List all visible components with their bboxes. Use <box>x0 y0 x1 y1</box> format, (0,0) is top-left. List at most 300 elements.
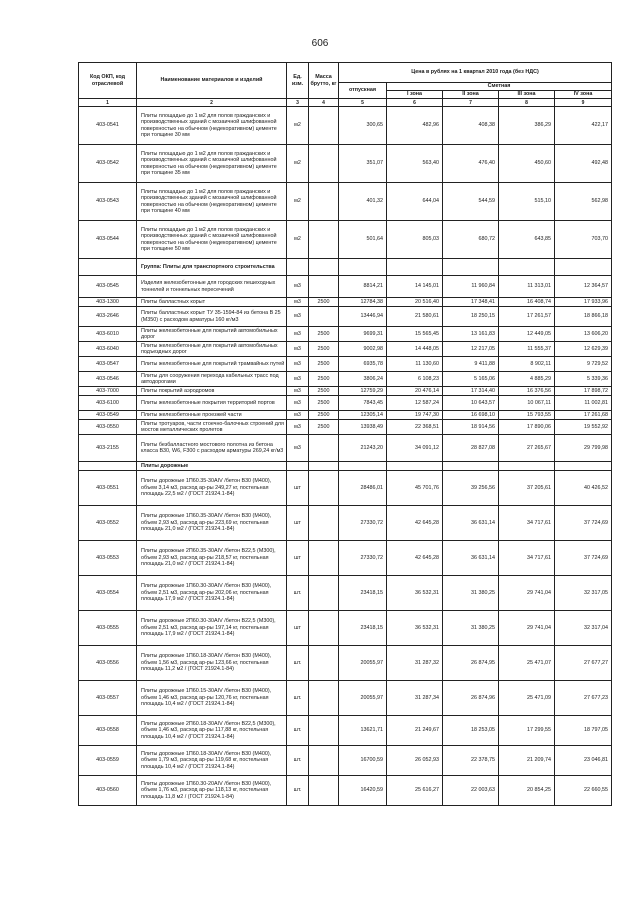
cell-price-zone-4: 27 677,27 <box>555 646 612 681</box>
cell-price-otpusk: 13621,71 <box>339 716 387 746</box>
cell-price-zone-1: 20 476,14 <box>387 387 443 396</box>
table-header <box>79 63 612 107</box>
cell-price-zone-2: 408,38 <box>443 107 499 145</box>
cell-name: Плиты дорожные 1П60.18-30АIV /бетон В30 (М400), объем 1,79 м3, расход ар-ры 119,68 кг, постельная площадь 10,4 м2 / (ГОСТ 21924.1-84) <box>137 746 287 776</box>
table-row <box>79 746 612 776</box>
header-unit: Ед. изм. <box>287 63 309 99</box>
cell-mass: 2500 <box>309 372 339 387</box>
cell-price-zone-1: 45 701,76 <box>387 471 443 506</box>
cell-name: Плиты дорожные 1П60.35-30АIV /бетон В30 (М400), объем 3,14 м3, расход ар-ры 249,27 кг, постельная площадь 22,5 м2 / (ГОСТ 21924.1-84) <box>137 471 287 506</box>
cell-name: Плиты тротуаров, части стоечно-балочных строений для мостов металлических пролетов <box>137 420 287 435</box>
cell-unit: шт <box>287 541 309 576</box>
cell-price-zone-4: 11 002,81 <box>555 396 612 411</box>
cell-mass <box>309 145 339 183</box>
cell-price-otpusk: 27330,72 <box>339 541 387 576</box>
cell-price-otpusk: 12305,14 <box>339 411 387 420</box>
cell-code: 403-0560 <box>79 776 137 806</box>
table-row <box>79 576 612 611</box>
cell-price-zone-3: 643,85 <box>499 221 555 259</box>
cell-price-otpusk: 300,65 <box>339 107 387 145</box>
cell-name: Плиты площадью до 1 м2 для полов гражданских и производственных зданий с мозаичной шлифованной поверхностью на обычном (недекоративном) цементе при толщине 50 мм <box>137 221 287 259</box>
cell-price-zone-4: 422,17 <box>555 107 612 145</box>
cell-mass <box>309 541 339 576</box>
cell-price-zone-3: 15 793,55 <box>499 411 555 420</box>
cell-price-zone-2 <box>443 462 499 471</box>
cell-price-zone-1 <box>387 462 443 471</box>
cell-price-otpusk: 20055,97 <box>339 646 387 681</box>
cell-price-otpusk: 28486,01 <box>339 471 387 506</box>
cell-price-zone-2: 36 631,14 <box>443 541 499 576</box>
cell-price-otpusk <box>339 259 387 276</box>
cell-price-zone-4: 13 606,20 <box>555 327 612 342</box>
cell-price-otpusk: 401,32 <box>339 183 387 221</box>
table-row <box>79 107 612 145</box>
cell-unit: шт. <box>287 776 309 806</box>
cell-price-zone-4: 5 339,36 <box>555 372 612 387</box>
cell-price-zone-4: 19 552,92 <box>555 420 612 435</box>
column-numbers-row <box>79 99 612 107</box>
cell-mass: 2500 <box>309 387 339 396</box>
cell-price-zone-2: 31 380,25 <box>443 611 499 646</box>
cell-price-zone-4 <box>555 462 612 471</box>
cell-unit <box>287 462 309 471</box>
cell-price-otpusk: 6935,78 <box>339 357 387 372</box>
table-row <box>79 387 612 396</box>
table-body <box>79 107 612 806</box>
cell-code <box>79 259 137 276</box>
cell-mass <box>309 576 339 611</box>
cell-price-zone-3: 386,29 <box>499 107 555 145</box>
table-row <box>79 276 612 298</box>
cell-price-zone-4: 23 046,81 <box>555 746 612 776</box>
header-zone-3: III зона <box>499 91 555 99</box>
cell-price-zone-2: 18 914,56 <box>443 420 499 435</box>
cell-name: Плиты площадью до 1 м2 для полов гражданских и производственных зданий с мозаичной шлифованной поверхностью на обычном (недекоративном) цементе при толщине 35 мм <box>137 145 287 183</box>
cell-price-zone-1: 22 368,51 <box>387 420 443 435</box>
cell-code: 403-0555 <box>79 611 137 646</box>
cell-price-zone-3: 29 741,04 <box>499 576 555 611</box>
table-row <box>79 221 612 259</box>
cell-price-zone-4: 703,70 <box>555 221 612 259</box>
cell-code <box>79 462 137 471</box>
table-row <box>79 435 612 462</box>
cell-price-zone-1: 36 532,31 <box>387 576 443 611</box>
cell-price-zone-2: 18 253,05 <box>443 716 499 746</box>
cell-price-zone-1: 15 565,45 <box>387 327 443 342</box>
cell-mass <box>309 716 339 746</box>
cell-price-otpusk: 13938,49 <box>339 420 387 435</box>
cell-price-zone-3: 34 717,61 <box>499 541 555 576</box>
cell-price-zone-2: 22 378,75 <box>443 746 499 776</box>
cell-name: Плиты железобетонные для покрытий трамвайных путей <box>137 357 287 372</box>
cell-price-zone-3: 21 209,74 <box>499 746 555 776</box>
cell-name: Плиты покрытий аэродромов <box>137 387 287 396</box>
header-name: Наименование материалов и изделий <box>137 63 287 99</box>
cell-price-zone-3: 29 741,04 <box>499 611 555 646</box>
cell-mass <box>309 259 339 276</box>
cell-mass: 2500 <box>309 357 339 372</box>
table-row <box>79 372 612 387</box>
cell-price-zone-1: 19 747,30 <box>387 411 443 420</box>
col-number: 8 <box>499 99 555 107</box>
cell-price-zone-1: 14 145,01 <box>387 276 443 298</box>
cell-code: 403-0542 <box>79 145 137 183</box>
cell-price-zone-4: 40 426,52 <box>555 471 612 506</box>
cell-price-zone-3: 11 313,01 <box>499 276 555 298</box>
cell-mass: 2500 <box>309 327 339 342</box>
cell-mass: 2500 <box>309 420 339 435</box>
cell-price-zone-3: 16 376,56 <box>499 387 555 396</box>
cell-price-zone-1: 644,04 <box>387 183 443 221</box>
table-row <box>79 681 612 716</box>
col-number: 1 <box>79 99 137 107</box>
cell-code: 403-0557 <box>79 681 137 716</box>
table-row <box>79 776 612 806</box>
cell-mass <box>309 681 339 716</box>
group-row <box>79 462 612 471</box>
cell-code: 403-0559 <box>79 746 137 776</box>
cell-price-zone-1: 482,96 <box>387 107 443 145</box>
cell-price-zone-3: 34 717,61 <box>499 506 555 541</box>
cell-code: 403-1300 <box>79 298 137 307</box>
cell-code: 403-0543 <box>79 183 137 221</box>
cell-price-zone-3: 27 265,67 <box>499 435 555 462</box>
cell-unit: шт. <box>287 681 309 716</box>
cell-unit: м3 <box>287 298 309 307</box>
cell-price-zone-4: 27 677,23 <box>555 681 612 716</box>
cell-price-zone-1: 563,40 <box>387 145 443 183</box>
cell-price-zone-2: 28 827,08 <box>443 435 499 462</box>
table-row <box>79 145 612 183</box>
cell-price-zone-2: 17 348,41 <box>443 298 499 307</box>
cell-name: Плиты дорожные 2П60.18-30АIV /бетон В22,5 (М300), объем 1,46 м3, расход ар-ры 117,88 кг, постельная площадь 10,4 м2 / (ГОСТ 21924.1-84) <box>137 716 287 746</box>
cell-price-zone-3: 37 205,61 <box>499 471 555 506</box>
col-number: 5 <box>339 99 387 107</box>
col-number: 7 <box>443 99 499 107</box>
cell-price-zone-4: 32 317,04 <box>555 611 612 646</box>
cell-price-zone-4 <box>555 259 612 276</box>
cell-price-zone-3: 4 885,29 <box>499 372 555 387</box>
header-zone-1: I зона <box>387 91 443 99</box>
cell-price-otpusk: 351,07 <box>339 145 387 183</box>
cell-code: 403-0550 <box>79 420 137 435</box>
cell-price-zone-1: 11 130,60 <box>387 357 443 372</box>
cell-price-zone-3: 16 408,74 <box>499 298 555 307</box>
cell-price-zone-3: 8 902,11 <box>499 357 555 372</box>
cell-name: Плиты балластных корыт ТУ 35-1594-84 из бетона В 25 (М350) с расходом арматуры 160 кг/м3 <box>137 307 287 327</box>
table-row <box>79 357 612 372</box>
cell-name: Плиты железобетонные проезжей части <box>137 411 287 420</box>
cell-price-zone-1: 31 287,34 <box>387 681 443 716</box>
cell-unit: шт. <box>287 746 309 776</box>
header-price-title: Цена в рублях на 1 квартал 2010 года (без НДС) <box>339 63 612 83</box>
cell-price-zone-4: 17 898,72 <box>555 387 612 396</box>
cell-price-otpusk: 9002,98 <box>339 342 387 357</box>
cell-price-zone-2: 26 874,95 <box>443 646 499 681</box>
cell-price-otpusk: 9699,31 <box>339 327 387 342</box>
cell-name: Плиты балластных корыт <box>137 298 287 307</box>
cell-unit: м3 <box>287 276 309 298</box>
cell-price-zone-4: 492,48 <box>555 145 612 183</box>
cell-price-zone-4: 29 799,98 <box>555 435 612 462</box>
cell-price-zone-2: 13 161,83 <box>443 327 499 342</box>
cell-name: Плиты железобетонные покрытия территорий портов <box>137 396 287 411</box>
cell-code: 403-7000 <box>79 387 137 396</box>
cell-name: Плиты дорожные 2П60.35-30АIV /бетон В22,5 (М300), объем 2,93 м3, расход ар-ры 218,57 кг, постельная площадь 21,0 м2 / (ГОСТ 21924.1-84) <box>137 541 287 576</box>
cell-price-zone-1: 31 287,32 <box>387 646 443 681</box>
cell-unit: м3 <box>287 435 309 462</box>
cell-price-zone-2: 22 003,63 <box>443 776 499 806</box>
cell-price-zone-2: 11 960,84 <box>443 276 499 298</box>
cell-name: Плиты дорожные <box>137 462 287 471</box>
cell-name: Плиты железобетонные для покрытий автомобильных подъездных дорог <box>137 342 287 357</box>
cell-price-zone-1: 42 645,28 <box>387 506 443 541</box>
cell-mass <box>309 646 339 681</box>
cell-mass <box>309 506 339 541</box>
cell-price-otpusk: 12784,38 <box>339 298 387 307</box>
table-row <box>79 396 612 411</box>
price-table <box>78 62 612 806</box>
cell-price-otpusk: 3806,24 <box>339 372 387 387</box>
cell-price-zone-3: 20 854,25 <box>499 776 555 806</box>
cell-name: Плиты дорожные 1П60.35-30АIV /бетон В30 (М400), объем 2,93 м3, расход ар-ры 223,69 кг, постельная площадь 21,0 м2 / (ГОСТ 21924.1-84) <box>137 506 287 541</box>
cell-price-zone-2: 476,40 <box>443 145 499 183</box>
cell-code: 403-0558 <box>79 716 137 746</box>
cell-name: Плиты дорожные 2П60.30-30АIV /бетон В22,5 (М300), объем 2,51 м3, расход ар-ры 197,14 кг, постельная площадь 17,9 м2 / (ГОСТ 21924.1-84) <box>137 611 287 646</box>
table-row <box>79 506 612 541</box>
cell-price-zone-1: 12 587,24 <box>387 396 443 411</box>
cell-price-otpusk: 13446,94 <box>339 307 387 327</box>
cell-price-zone-3: 450,60 <box>499 145 555 183</box>
cell-mass: 2500 <box>309 298 339 307</box>
cell-unit: м2 <box>287 145 309 183</box>
cell-price-zone-1: 36 532,31 <box>387 611 443 646</box>
cell-price-otpusk: 501,64 <box>339 221 387 259</box>
cell-code: 403-0556 <box>79 646 137 681</box>
cell-price-otpusk: 16420,59 <box>339 776 387 806</box>
cell-price-zone-4: 37 724,69 <box>555 541 612 576</box>
cell-price-zone-2: 10 643,57 <box>443 396 499 411</box>
page-number: 606 <box>311 38 329 49</box>
cell-price-zone-4: 12 364,57 <box>555 276 612 298</box>
cell-price-zone-1: 6 108,23 <box>387 372 443 387</box>
cell-unit: м3 <box>287 307 309 327</box>
cell-price-zone-2: 544,59 <box>443 183 499 221</box>
cell-price-zone-3: 25 471,09 <box>499 681 555 716</box>
cell-name: Плиты площадью до 1 м2 для полов гражданских и производственных зданий с мозаичной шлифованной поверхностью на обычном (недекоративном) цементе при толщине 40 мм <box>137 183 287 221</box>
cell-price-otpusk: 12759,29 <box>339 387 387 396</box>
cell-unit: м3 <box>287 411 309 420</box>
table-row <box>79 420 612 435</box>
cell-price-zone-3: 10 067,11 <box>499 396 555 411</box>
col-number: 4 <box>309 99 339 107</box>
cell-price-zone-4: 37 724,69 <box>555 506 612 541</box>
cell-name: Изделия железобетонные для городских пешеходных тоннелей и тоннельных пересечений <box>137 276 287 298</box>
table-row <box>79 411 612 420</box>
cell-name: Плиты для сооружения перехода кабельных трасс под автодорогами <box>137 372 287 387</box>
header-code: Код ОКП, код отраслевой <box>79 63 137 99</box>
cell-code: 403-0547 <box>79 357 137 372</box>
table-row <box>79 298 612 307</box>
cell-price-otpusk: 27330,72 <box>339 506 387 541</box>
cell-mass <box>309 462 339 471</box>
col-number: 9 <box>555 99 612 107</box>
cell-mass: 2500 <box>309 411 339 420</box>
cell-mass <box>309 776 339 806</box>
header-otpusk: отпускная <box>339 83 387 99</box>
cell-price-otpusk: 16700,59 <box>339 746 387 776</box>
cell-code: 403-0545 <box>79 276 137 298</box>
cell-price-zone-4: 9 729,52 <box>555 357 612 372</box>
cell-price-zone-2: 5 165,06 <box>443 372 499 387</box>
cell-unit: шт <box>287 611 309 646</box>
cell-price-otpusk: 20055,97 <box>339 681 387 716</box>
cell-unit: м3 <box>287 396 309 411</box>
cell-name: Плиты железобетонные для покрытий автомобильных дорог <box>137 327 287 342</box>
cell-name: Плиты дорожные 1П60.18-30АIV /бетон В30 (М400), объем 1,56 м3, расход ар-ры 123,66 кг, постельная площадь 11,2 м2 / (ГОСТ 21924.1-84) <box>137 646 287 681</box>
cell-unit: м2 <box>287 107 309 145</box>
cell-price-zone-4: 562,98 <box>555 183 612 221</box>
cell-price-zone-3: 17 261,57 <box>499 307 555 327</box>
cell-price-zone-2: 39 256,56 <box>443 471 499 506</box>
cell-price-zone-3: 12 449,05 <box>499 327 555 342</box>
cell-name: Плиты безбалластного мостового полотна из бетона класса В30, W6, F300 с расходом арматуры 269,24 кг/м3 <box>137 435 287 462</box>
cell-price-zone-3 <box>499 462 555 471</box>
cell-price-zone-2: 18 250,15 <box>443 307 499 327</box>
cell-price-zone-3 <box>499 259 555 276</box>
table-row <box>79 541 612 576</box>
cell-code: 403-6040 <box>79 342 137 357</box>
cell-price-zone-1: 34 091,12 <box>387 435 443 462</box>
cell-price-zone-1 <box>387 259 443 276</box>
col-number: 3 <box>287 99 309 107</box>
cell-name: Плиты площадью до 1 м2 для полов гражданских и производственных зданий с мозаичной шлифованной поверхностью на обычном (недекоративном) цементе при толщине 30 мм <box>137 107 287 145</box>
cell-price-zone-1: 26 052,93 <box>387 746 443 776</box>
cell-code: 403-0541 <box>79 107 137 145</box>
cell-unit: шт <box>287 506 309 541</box>
cell-price-otpusk: 7843,45 <box>339 396 387 411</box>
header-zone-2: II зона <box>443 91 499 99</box>
cell-mass <box>309 276 339 298</box>
cell-name: Группа: Плиты для транспортного строительства <box>137 259 287 276</box>
cell-price-zone-2: 36 631,14 <box>443 506 499 541</box>
cell-price-zone-3: 515,10 <box>499 183 555 221</box>
cell-price-zone-2: 680,72 <box>443 221 499 259</box>
cell-mass: 2500 <box>309 396 339 411</box>
cell-price-otpusk: 21243,20 <box>339 435 387 462</box>
cell-unit: м3 <box>287 420 309 435</box>
cell-price-zone-2 <box>443 259 499 276</box>
table-row <box>79 471 612 506</box>
cell-price-zone-4: 18 797,05 <box>555 716 612 746</box>
cell-code: 403-0549 <box>79 411 137 420</box>
cell-price-otpusk: 8814,21 <box>339 276 387 298</box>
cell-price-zone-3: 17 890,06 <box>499 420 555 435</box>
cell-unit: шт. <box>287 576 309 611</box>
cell-price-zone-2: 17 314,40 <box>443 387 499 396</box>
header-mass: Масса брутто, кг <box>309 63 339 99</box>
cell-unit: м3 <box>287 327 309 342</box>
header-zone-4: IV зона <box>555 91 612 99</box>
cell-code: 403-0552 <box>79 506 137 541</box>
cell-mass <box>309 221 339 259</box>
col-number: 2 <box>137 99 287 107</box>
cell-name: Плиты дорожные 1П60.15-30АIV /бетон В30 (М400), объем 1,46 м3, расход ар-ры 120,76 кг, постельная площадь 10,4 м2 / (ГОСТ 21924.1-84) <box>137 681 287 716</box>
table-row <box>79 307 612 327</box>
cell-code: 403-0551 <box>79 471 137 506</box>
cell-unit <box>287 259 309 276</box>
cell-price-zone-3: 25 471,07 <box>499 646 555 681</box>
cell-price-zone-2: 16 698,10 <box>443 411 499 420</box>
cell-price-zone-2: 26 874,96 <box>443 681 499 716</box>
cell-mass <box>309 435 339 462</box>
cell-price-zone-4: 17 933,96 <box>555 298 612 307</box>
cell-price-zone-4: 18 866,18 <box>555 307 612 327</box>
cell-unit: м2 <box>287 221 309 259</box>
cell-price-zone-1: 42 645,28 <box>387 541 443 576</box>
group-row <box>79 259 612 276</box>
cell-code: 403-6100 <box>79 396 137 411</box>
cell-code: 403-2646 <box>79 307 137 327</box>
table-row <box>79 611 612 646</box>
cell-name: Плиты дорожные 1П60.30-30АIV /бетон В30 (М400), объем 2,51 м3, расход ар-ры 202,06 кг, постельная площадь 17,9 м2 / (ГОСТ 21924.1-84) <box>137 576 287 611</box>
cell-mass <box>309 746 339 776</box>
cell-price-otpusk <box>339 462 387 471</box>
cell-price-zone-1: 25 616,27 <box>387 776 443 806</box>
cell-price-otpusk: 23418,15 <box>339 611 387 646</box>
cell-code: 403-0553 <box>79 541 137 576</box>
table-row <box>79 183 612 221</box>
cell-unit: м3 <box>287 387 309 396</box>
cell-price-zone-3: 17 299,55 <box>499 716 555 746</box>
cell-name: Плиты дорожные 1П60.30-20АIV /бетон В30 (М400), объем 1,76 м3, расход ар-ры 118,13 кг, постельная площадь 11,8 м2 / (ГОСТ 21924.1-84) <box>137 776 287 806</box>
table-row <box>79 342 612 357</box>
cell-code: 403-6010 <box>79 327 137 342</box>
cell-unit: шт. <box>287 646 309 681</box>
col-number: 6 <box>387 99 443 107</box>
cell-price-zone-4: 32 317,05 <box>555 576 612 611</box>
cell-mass <box>309 183 339 221</box>
cell-mass <box>309 611 339 646</box>
cell-price-zone-1: 14 448,05 <box>387 342 443 357</box>
cell-price-zone-4: 17 261,68 <box>555 411 612 420</box>
cell-code: 403-0544 <box>79 221 137 259</box>
table-row <box>79 327 612 342</box>
cell-price-zone-1: 21 580,61 <box>387 307 443 327</box>
cell-price-zone-1: 805,03 <box>387 221 443 259</box>
cell-price-zone-2: 9 411,88 <box>443 357 499 372</box>
cell-price-zone-4: 12 629,39 <box>555 342 612 357</box>
cell-code: 403-2155 <box>79 435 137 462</box>
cell-mass: 2500 <box>309 342 339 357</box>
cell-code: 403-0554 <box>79 576 137 611</box>
cell-unit: м3 <box>287 357 309 372</box>
cell-price-otpusk: 23418,15 <box>339 576 387 611</box>
cell-unit: м2 <box>287 183 309 221</box>
cell-price-zone-3: 11 555,37 <box>499 342 555 357</box>
table-row <box>79 646 612 681</box>
cell-code: 403-0546 <box>79 372 137 387</box>
table-row <box>79 716 612 746</box>
cell-price-zone-2: 31 380,25 <box>443 576 499 611</box>
header-smet: Сметная <box>387 83 612 91</box>
cell-mass <box>309 107 339 145</box>
cell-unit: м3 <box>287 372 309 387</box>
cell-price-zone-1: 21 249,67 <box>387 716 443 746</box>
cell-unit: м3 <box>287 342 309 357</box>
cell-unit: шт <box>287 471 309 506</box>
cell-price-zone-4: 22 660,55 <box>555 776 612 806</box>
